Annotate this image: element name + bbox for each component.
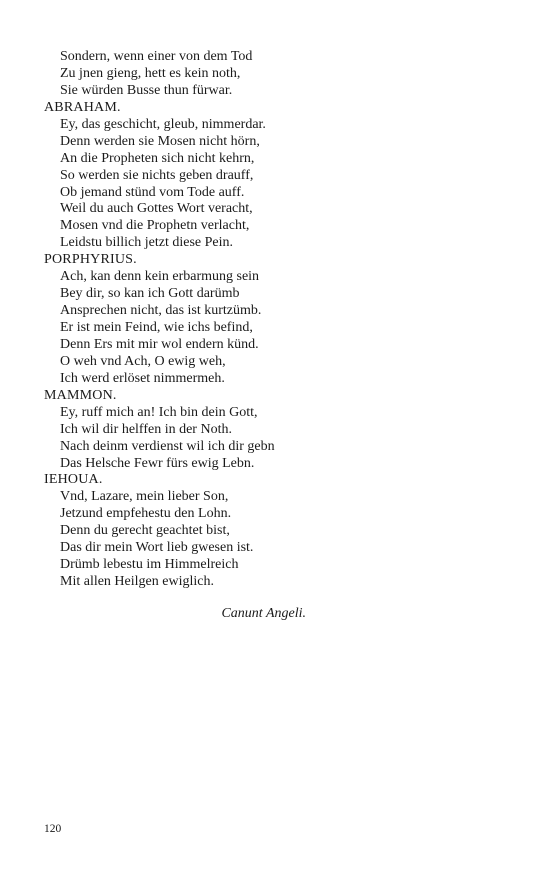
text-page [44, 49, 504, 621]
verse-line: Denn werden sie Mosen nicht hörn, [60, 133, 260, 149]
verse-line: Das dir mein Wort lieb gwesen ist. [60, 540, 254, 556]
verse-line: Jetzund empfehestu den Lohn. [60, 506, 232, 522]
speaker-name: IEHOUA. [44, 472, 103, 488]
verse-line: So werden sie nichts geben drauff, [60, 167, 254, 183]
verse-line: Ich werd erlöset nimmermeh. [60, 370, 225, 386]
verse-line: Drümb lebestu im Himmelreich [60, 557, 239, 573]
speaker-name: ABRAHAM. [44, 99, 121, 115]
verse-line: Mosen vnd die Prophetn verlacht, [60, 218, 250, 234]
verse-line: O weh vnd Ach, O ewig weh, [60, 353, 226, 369]
verse-line: Zu jnen gieng, hett es kein noth, [60, 65, 241, 81]
verse-line: Ansprechen nicht, das ist kurtzümb. [60, 303, 262, 319]
speaker-name: PORPHYRIUS. [44, 252, 137, 268]
verse-line: Bey dir, so kan ich Gott darümb [60, 286, 240, 302]
verse-line: Leidstu billich jetzt diese Pein. [60, 235, 234, 251]
verse-line: Ey, das geschicht, gleub, nimmerdar. [60, 116, 266, 132]
verse-line: Denn Ers mit mir wol endern künd. [60, 336, 259, 352]
verse-line: An die Propheten sich nicht kehrn, [60, 150, 255, 166]
verse-line: Ob jemand stünd vom Tode auff. [60, 184, 245, 200]
verse-line: Denn du gerecht geachtet bist, [60, 523, 230, 539]
stage-direction: Canunt Angeli. [221, 606, 306, 621]
speaker-name: MAMMON. [44, 387, 117, 403]
verse-line: Weil du auch Gottes Wort veracht, [60, 201, 253, 217]
verse-line: Sie würden Busse thun fürwar. [60, 82, 233, 98]
play-text [44, 49, 504, 591]
page-number: 120 [44, 823, 62, 835]
verse-line: Das Helsche Fewr fürs ewig Lebn. [60, 455, 255, 471]
verse-line: Ich wil dir helffen in der Noth. [60, 421, 232, 437]
verse-line: Er ist mein Feind, wie ichs befind, [60, 320, 253, 335]
verse-line: Vnd, Lazare, mein lieber Son, [60, 489, 229, 505]
verse-line: Mit allen Heilgen ewiglich. [60, 574, 214, 590]
verse-line: Ey, ruff mich an! Ich bin dein Gott, [60, 404, 258, 420]
verse-line: Nach deinm verdienst wil ich dir gebn [60, 438, 275, 454]
verse-line: Sondern, wenn einer von dem Tod [60, 49, 253, 64]
verse-line: Ach, kan denn kein erbarmung sein [60, 269, 260, 285]
